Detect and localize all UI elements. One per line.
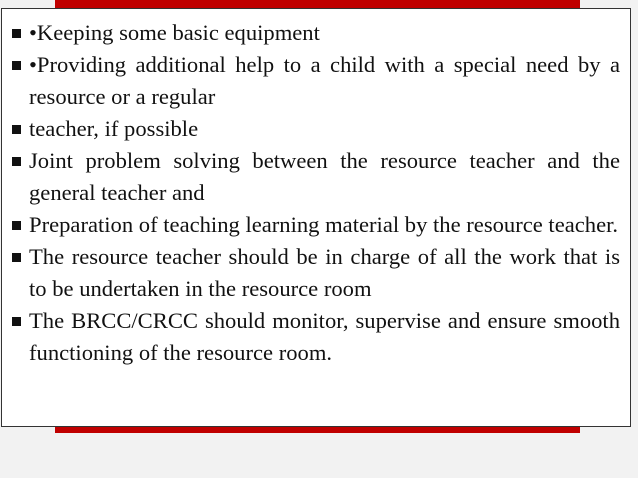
- bullet-text: The resource teacher should be in charge of all the work that is to be undertaken in the resource room: [29, 244, 620, 301]
- bullet-item-basic-equipment: [12, 17, 620, 49]
- top-accent-bar: [55, 0, 580, 8]
- bullet-text: Joint problem solving between the resource teacher and the general teacher and: [29, 148, 620, 205]
- bullet-list: [2, 9, 630, 369]
- square-bullet-icon: [12, 29, 21, 38]
- square-bullet-icon: [12, 253, 21, 262]
- square-bullet-icon: [12, 125, 21, 134]
- bottom-accent-bar: [55, 427, 580, 433]
- bullet-item-teacher-if-possible: [12, 113, 620, 145]
- bullet-item-resource-teacher-charge: [12, 241, 620, 305]
- bullet-text: The BRCC/CRCC should monitor, supervise and ensure smooth functioning of the resource room.: [29, 308, 620, 365]
- bullet-text: •Providing additional help to a child with a special need by a resource or a regular: [29, 52, 620, 109]
- slide-content-box: [1, 8, 631, 427]
- bullet-item-additional-help: [12, 49, 620, 113]
- bullet-text: Preparation of teaching learning material by the resource teacher.: [29, 212, 619, 237]
- bullet-item-brcc-crcc-monitor: [12, 305, 620, 369]
- square-bullet-icon: [12, 317, 21, 326]
- square-bullet-icon: [12, 157, 21, 166]
- square-bullet-icon: [12, 61, 21, 70]
- bullet-text: •Keeping some basic equipment: [29, 20, 320, 45]
- bullet-text: teacher, if possible: [29, 116, 199, 141]
- bullet-item-joint-problem-solving: [12, 145, 620, 209]
- bullet-item-teaching-material: [12, 209, 620, 241]
- square-bullet-icon: [12, 221, 21, 230]
